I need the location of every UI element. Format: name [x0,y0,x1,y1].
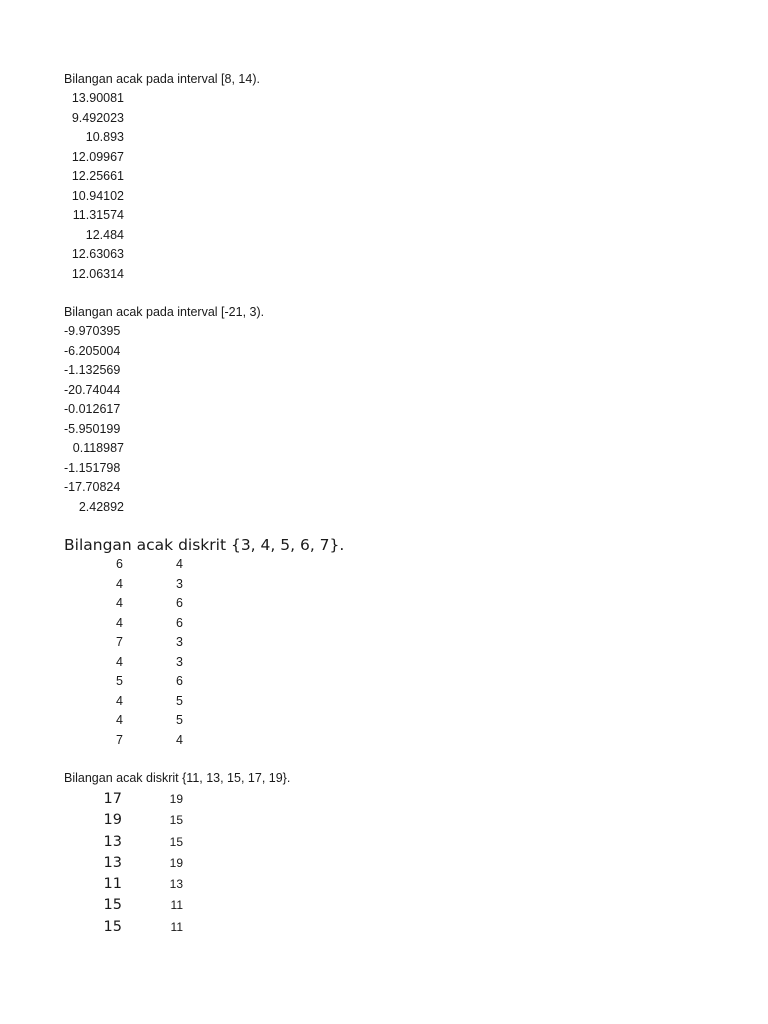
table-cell: 4 [116,654,123,669]
list-item: 12.25661 [71,169,124,183]
discrete-11-19-heading: Bilangan acak diskrit {11, 13, 15, 17, 19}. [64,771,291,785]
table-cell: 11 [170,898,183,913]
table-cell: 6 [116,557,123,571]
table-cell: 4 [116,693,123,708]
table-row [64,810,183,831]
table-cell: 6 [176,674,183,688]
list-item: -20.74044 [64,382,121,397]
table-row [64,575,183,595]
table-cell: 6 [176,615,183,630]
table-cell: 11 [103,876,122,893]
list-item: -5.950199 [64,421,121,436]
table-row [64,594,183,614]
table-cell: 4 [176,732,183,747]
table-row [64,653,183,673]
list-item: -1.132569 [64,363,121,377]
table-cell: 4 [176,557,183,571]
list-item: 12.09967 [71,149,124,164]
table-cell: 13 [103,854,122,871]
table-cell: 4 [116,615,123,630]
interval-8-14-heading: Bilangan acak pada interval [8, 14). [64,72,260,86]
table-cell: 13 [169,877,183,892]
table-cell: 6 [176,596,183,610]
table-cell: 7 [116,635,123,649]
list-item: -6.205004 [64,343,121,358]
table-cell: 7 [116,732,123,747]
list-item: 12.484 [85,227,124,242]
discrete-3-7-table [64,555,183,750]
list-item: -1.151798 [64,460,121,475]
table-cell: 19 [103,812,122,829]
interval-8-14-list [60,89,124,284]
table-row [64,895,183,916]
table-cell: 17 [103,791,122,807]
table-row [64,711,183,731]
table-cell: 15 [169,834,183,849]
table-row [64,853,183,874]
table-cell: 5 [176,693,183,708]
table-cell: 15 [103,918,122,935]
table-cell: 5 [116,674,123,688]
table-row [64,789,183,810]
table-row [64,672,183,692]
list-item: 12.63063 [71,247,124,261]
table-row [64,832,183,853]
table-row [64,731,183,751]
list-item: 10.893 [85,130,124,144]
list-item: 2.42892 [78,499,124,514]
list-item: -0.012617 [64,402,121,416]
table-cell: 4 [116,596,123,610]
table-cell: 5 [176,713,183,727]
table-row [64,692,183,712]
discrete-11-19-table [64,789,183,938]
table-cell: 3 [176,654,183,669]
table-cell: 13 [103,833,122,850]
table-cell: 4 [116,713,123,727]
interval-neg21-3-list [60,322,124,517]
table-row [64,633,183,653]
list-item: 0.118987 [72,441,124,455]
table-cell: 19 [169,792,183,806]
table-cell: 19 [169,855,183,870]
table-row [64,874,183,895]
interval-neg21-3-heading: Bilangan acak pada interval [-21, 3). [64,305,265,319]
table-cell: 3 [176,635,183,649]
table-cell: 3 [176,576,183,591]
table-row [64,917,183,938]
table-cell: 4 [116,576,123,591]
table-cell: 11 [170,919,183,934]
list-item: 12.06314 [71,266,124,281]
table-row [64,555,183,575]
list-item: 10.94102 [71,188,124,203]
list-item: 9.492023 [71,110,124,125]
table-cell: 15 [169,813,183,828]
list-item: 11.31574 [72,208,124,222]
list-item: -17.70824 [64,480,121,494]
discrete-3-7-heading: Bilangan acak diskrit {3, 4, 5, 6, 7}. [64,536,345,554]
table-row [64,614,183,634]
table-cell: 15 [103,897,122,914]
list-item: -9.970395 [64,324,121,338]
list-item: 13.90081 [71,91,124,105]
